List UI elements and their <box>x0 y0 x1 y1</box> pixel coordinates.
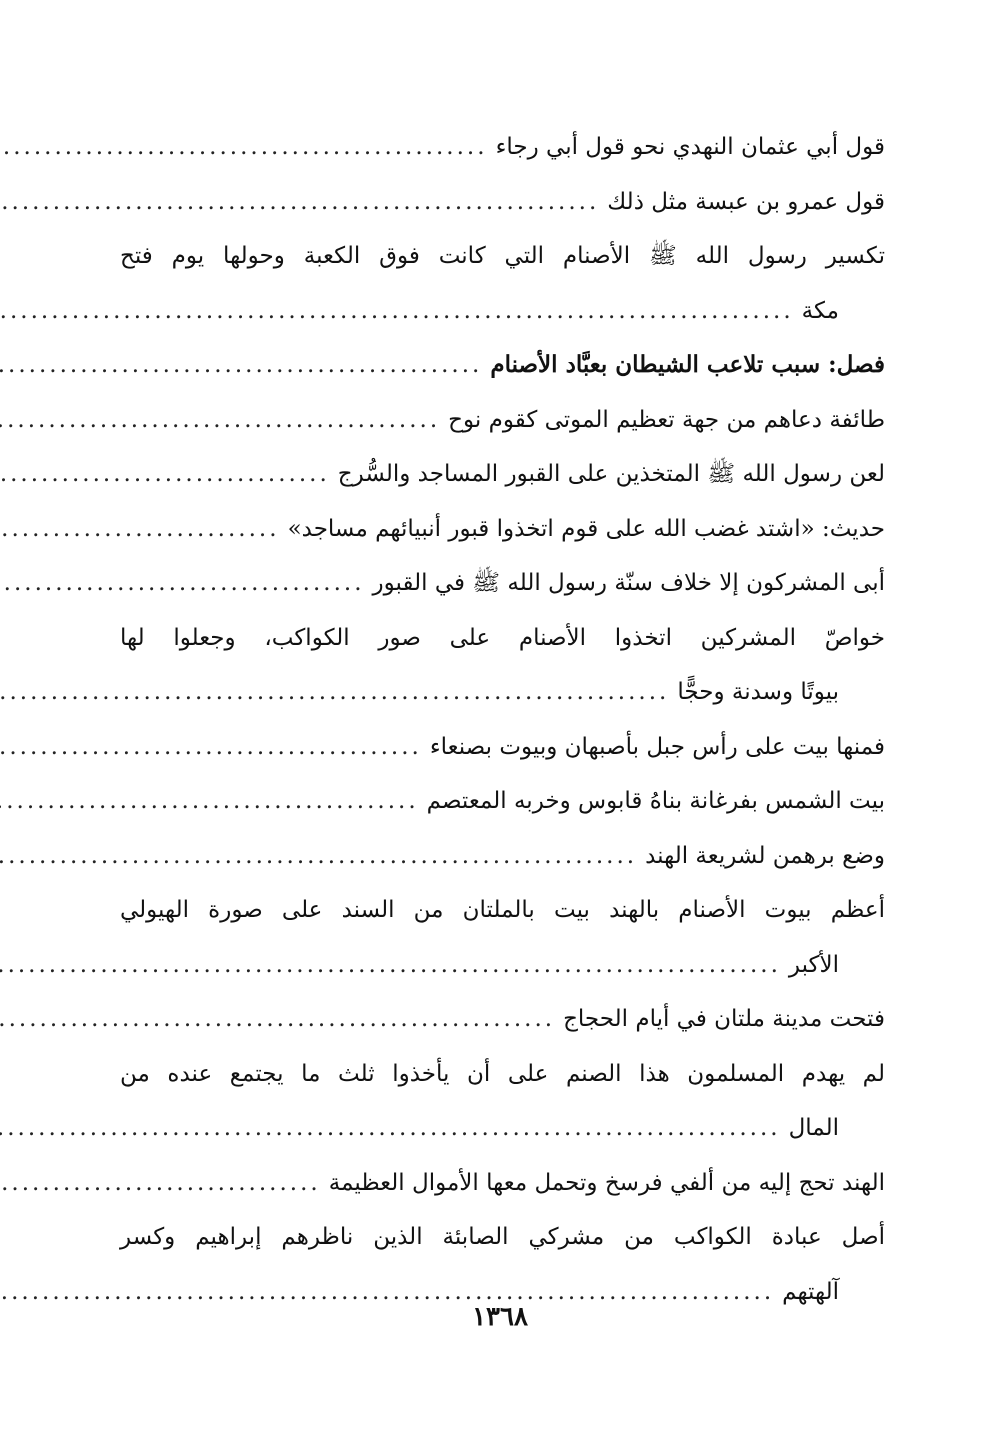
dot-leader <box>0 447 330 502</box>
toc-entry-title: خواصّ المشركين اتخذوا الأصنام على صور الكواكب، وجعلوا لها <box>120 624 885 651</box>
toc-entry-line <box>120 938 885 993</box>
toc-entry <box>120 720 885 775</box>
toc-entry-line <box>120 338 885 393</box>
dot-leader <box>0 992 555 1047</box>
toc-entry-line <box>120 502 885 557</box>
toc-entry-title: قول أبي عثمان النهدي نحو قول أبي رجاء <box>495 134 885 160</box>
toc-entry-title: آلهتهم <box>782 1278 839 1305</box>
dot-leader <box>0 338 482 393</box>
toc-entry <box>120 1156 885 1211</box>
toc-entry-title: طائفة دعاهم من جهة تعظيم الموتى كقوم نوح <box>448 406 885 433</box>
toc-entry <box>120 393 885 448</box>
toc-entry <box>120 447 885 502</box>
toc-entry-line <box>120 665 885 720</box>
toc-entry <box>120 229 885 338</box>
toc-entry <box>120 502 885 557</box>
dot-leader <box>0 175 599 230</box>
toc-entry-title: بيوتًا وسدنة وحجًّا <box>677 679 839 705</box>
toc-entry-title: وضع برهمن لشريعة الهند <box>645 842 885 869</box>
dot-leader <box>0 556 365 611</box>
toc-entry <box>120 1047 885 1156</box>
toc-entry-line <box>120 992 885 1047</box>
toc-entry-title: فمنها بيت على رأس جبل بأصبهان وبيوت بصنعاء <box>429 733 885 760</box>
toc-entry <box>120 611 885 720</box>
toc-entry-line-wrapped <box>120 1047 885 1102</box>
dot-leader <box>0 665 669 720</box>
toc-entry-title: فتحت مدينة ملتان في أيام الحجاج <box>563 1006 885 1032</box>
toc-entry-title: لم يهدم المسلمون هذا الصنم على أن يأخذوا ثلث ما يجتمع عنده من <box>120 1060 885 1087</box>
toc-entry-title: بيت الشمس بفرغانة بناهُ قابوس وخربه المعتصم <box>426 788 885 814</box>
toc-entry-line <box>120 447 885 502</box>
toc-entry-line <box>120 120 885 175</box>
toc-entry-title: تكسير رسول الله ﷺ الأصنام التي كانت فوق الكعبة وحولها يوم فتح <box>120 243 885 269</box>
toc-entry-title: مكة <box>801 297 839 324</box>
toc-entry-line <box>120 829 885 884</box>
toc-entry <box>120 992 885 1047</box>
toc-entry-title: قول عمرو بن عبسة مثل ذلك <box>607 188 885 215</box>
dot-leader <box>0 284 794 339</box>
page-number: ١٣٦٨ <box>472 1302 528 1332</box>
toc-entry-line <box>120 1156 885 1211</box>
toc-entry-line <box>120 720 885 775</box>
dot-leader <box>0 774 419 829</box>
toc-entry <box>120 338 885 393</box>
toc-entry-title: أبى المشركون إلا خلاف سنّة رسول الله ﷺ في القبور <box>372 570 885 596</box>
toc-entry-line-wrapped <box>120 229 885 284</box>
toc-entry-title: فصل: سبب تلاعب الشيطان بعبَّاد الأصنام <box>490 351 885 378</box>
toc-entry-line-wrapped <box>120 611 885 666</box>
dot-leader <box>0 1101 781 1156</box>
toc-entry-line <box>120 1101 885 1156</box>
dot-leader <box>0 120 488 175</box>
toc-entry-line <box>120 284 885 339</box>
toc-entry-title: حديث: «اشتد غضب الله على قوم اتخذوا قبور أنبيائهم مساجد» <box>287 515 885 542</box>
toc-entry-line <box>120 774 885 829</box>
toc-entry <box>120 175 885 230</box>
toc-entry <box>120 883 885 992</box>
dot-leader <box>0 502 280 557</box>
toc-entry-title: لعن رسول الله ﷺ المتخذين على القبور المساجد والسُّرج <box>337 461 885 487</box>
dot-leader <box>0 393 440 448</box>
toc-entry-line <box>120 393 885 448</box>
toc-entry <box>120 774 885 829</box>
toc-entry-title: أعظم بيوت الأصنام بالهند بيت بالملتان من السند على صورة الهيولي <box>120 897 885 923</box>
toc-entry-title: الهند تحج إليه من ألفي فرسخ وتحمل معها الأموال العظيمة <box>328 1169 885 1196</box>
toc-entry-title: المال <box>788 1115 839 1141</box>
table-of-contents <box>120 120 885 1319</box>
toc-entry-title: الأكبر <box>788 951 839 978</box>
toc-entry-line <box>120 556 885 611</box>
toc-entry-line <box>120 175 885 230</box>
toc-entry-line-wrapped <box>120 1210 885 1265</box>
dot-leader <box>0 720 422 775</box>
dot-leader <box>0 938 781 993</box>
toc-entry-line-wrapped <box>120 883 885 938</box>
toc-entry-title: أصل عبادة الكواكب من مشركي الصابئة الذين ناظرهم إبراهيم وكسر <box>120 1224 885 1250</box>
dot-leader <box>0 829 637 884</box>
toc-entry <box>120 829 885 884</box>
toc-entry <box>120 556 885 611</box>
dot-leader <box>0 1156 321 1211</box>
toc-entry <box>120 120 885 175</box>
